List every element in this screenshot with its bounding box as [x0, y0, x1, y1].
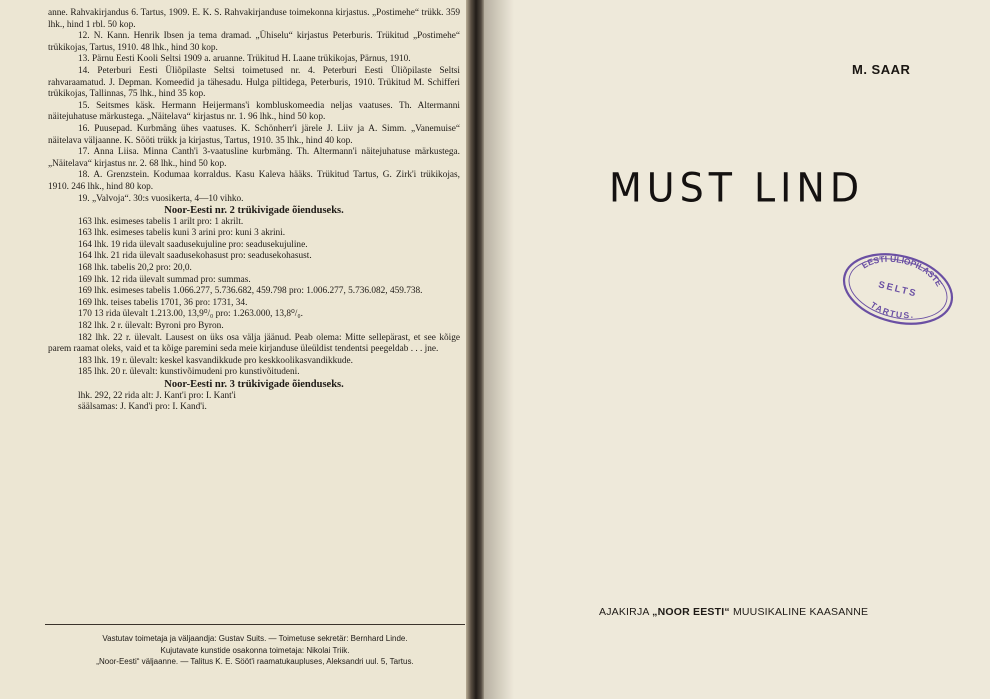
journal-name: „NOOR EESTI“ [652, 606, 730, 618]
errata-item: 170 13 rida ülevalt 1.213.00, 13,9⁰/₀ pro: 1.263.000, 13,8⁰/₀. [78, 309, 303, 320]
colophon-line: „Noor-Eesti“ väljaanne. — Talitus K. E. Sööt'i raamatukaupluses, Aleksandri uul. 5, Tartus. [96, 657, 414, 666]
errata-heading-3: Noor-Eesti nr. 3 trükivigade õienduseks. [164, 379, 344, 390]
errata-item: 168 lhk. tabelis 20,2 pro: 20,0. [78, 263, 192, 274]
left-page-text [48, 8, 460, 414]
errata-item: lhk. 292, 22 rida alt: J. Kant'i pro: I. Kant'i [78, 390, 237, 401]
bib-entry: 15. Seitsmes käsk. Hermann Heijermans'i kombluskomeedia neljas vaatuses. Th. Altermanni näitejuhatuse märkustega. „Näitelava“ kirjastus nr. 1. 96 lhk., hind 50 kop. [48, 100, 460, 123]
stamp-top-text: EESTI ÜLIÕPILASTE [859, 253, 945, 289]
subtitle-line [599, 606, 868, 618]
errata-list-3 [48, 391, 460, 414]
bib-entry: anne. Rahvakirjandus 6. Tartus, 1909. E. K. S. Rahvakirjanduse toimekonna kirjastus. „Postimehe“ trükk. 359 lhk., hind 1 rbl. 50 kop. [48, 8, 460, 30]
page-title: MUST LIND [609, 164, 865, 212]
colophon-line: Kujutavate kunstide osakonna toimetaja: Nikolai Triik. [160, 645, 350, 655]
author-name: M. SAAR [852, 62, 911, 77]
bib-entry: 17. Anna Liisa. Minna Canth'i 3-vaatusline kurbmäng. Th. Altermann'i näitejuhatuse märkustega. „Näitelava“ kirjastus nr. 2. 68 lhk., hind 50 kop. [48, 147, 460, 169]
colophon-line: Vastutav toimetaja ja väljaandja: Gustav Suits. — Toimetuse sekretär: Bernhard Linde. [102, 634, 408, 643]
colophon [45, 624, 465, 668]
errata-item: 163 lhk. esimeses tabelis kuni 3 arini pro: kuni 3 akrini. [78, 228, 286, 239]
subtitle-prefix: AJAKIRJA [599, 606, 653, 618]
stamp-bottom-text: TARTUS. [868, 299, 915, 321]
left-page [0, 0, 468, 699]
errata-item: 164 lhk. 19 rida ülevalt saadusekujuline pro: seadusekujuline. [78, 239, 308, 250]
errata-item: säälsamas: J. Kand'i pro: I. Kand'i. [78, 402, 207, 413]
errata-item: 182 lhk. 22 r. ülevalt. Lausest on üks osa välja jäänud. Peab olema: Mitte sellepärast, et see kõige parem raamat oleks, vaid et ta kõige paremini seda meie kirjanduse üleüldist tendentsi peegeldab . . . jne. [48, 332, 460, 355]
errata-item: 182 lhk. 2 r. ülevalt: Byroni pro Byron. [78, 321, 224, 332]
svg-text:TARTUS. [868, 299, 917, 324]
subtitle-suffix: MUUSIKALINE KAASANNE [729, 606, 869, 618]
errata-item: 169 lhk. teises tabelis 1701, 36 pro: 1731, 34. [78, 297, 248, 308]
right-page [484, 0, 990, 699]
page-shadow [484, 0, 514, 699]
bib-entry: 14. Peterburi Eesti Üliõpilaste Seltsi toimetused nr. 4. Peterburi Eesti Üliõpilaste Seltsi rahvaraamatud. J. Depman. Komeedid ja tähesadu. Hulga piltidega, Peterburis, 1910. Trükitud M. Schifferi trükikojas, Tallinnas, 75 lhk., hind 35 kop. [48, 65, 460, 100]
book-gutter [466, 0, 486, 699]
errata-item: 183 lhk. 19 r. ülevalt: keskel kasvandikkude pro keskkoolikasvandikkude. [78, 355, 353, 366]
bib-entry: 19. „Valvoja“. 30:s vuosikerta, 4—10 vihko. [78, 193, 244, 204]
errata-item: 164 lhk. 21 rida ülevalt saadusekohasust pro: seadusekohasust. [78, 251, 312, 262]
errata-item: 163 lhk. esimeses tabelis 1 arilt pro: 1 akrilt. [78, 216, 244, 227]
library-stamp [840, 253, 956, 325]
errata-list-2 [48, 217, 460, 379]
bib-entry: 12. N. Kann. Henrik Ibsen ja tema dramad. „Ühiselu“ kirjastus Peterburis. Trükitud „Postimehe“ trükikojas, Tartus, 1910. 48 lhk., hind 30 kop. [48, 31, 460, 53]
bib-entry: 18. A. Grenzstein. Kodumaa korraldus. Kasu Kaleva hääks. Trükitud Tartus, G. Zirk'i trükikojas, 1910. 246 lhk., hind 80 kop. [48, 170, 460, 192]
errata-item: 169 lhk. 12 rida ülevalt summad pro: summas. [78, 274, 251, 285]
errata-item: 185 lhk. 20 r. ülevalt: kunstivõimudeni pro kunstivõitudeni. [78, 367, 300, 378]
bib-entry: 13. Pärnu Eesti Kooli Seltsi 1909 a. aruanne. Trükitud H. Laane trükikojas, Pärnus, 1910. [78, 54, 411, 65]
bib-entry: 16. Puusepad. Kurbmäng ühes vaatuses. K. Schönherr'i järele J. Liiv ja A. Simm. „Vanemuise“ näitelava väljaanne. K. Sööti trükk ja kirjastus, Tartus, 1910. 35 lhk., hind 40 kop. [48, 123, 460, 146]
stamp-middle-text: SELTS [877, 279, 919, 300]
errata-item: 169 lhk. esimeses tabelis 1.066.277, 5.736.682, 459.798 pro: 1.006.277, 5.736.082, 459.738. [78, 286, 423, 297]
errata-heading-2: Noor-Eesti nr. 2 trükivigade õienduseks. [164, 205, 344, 217]
